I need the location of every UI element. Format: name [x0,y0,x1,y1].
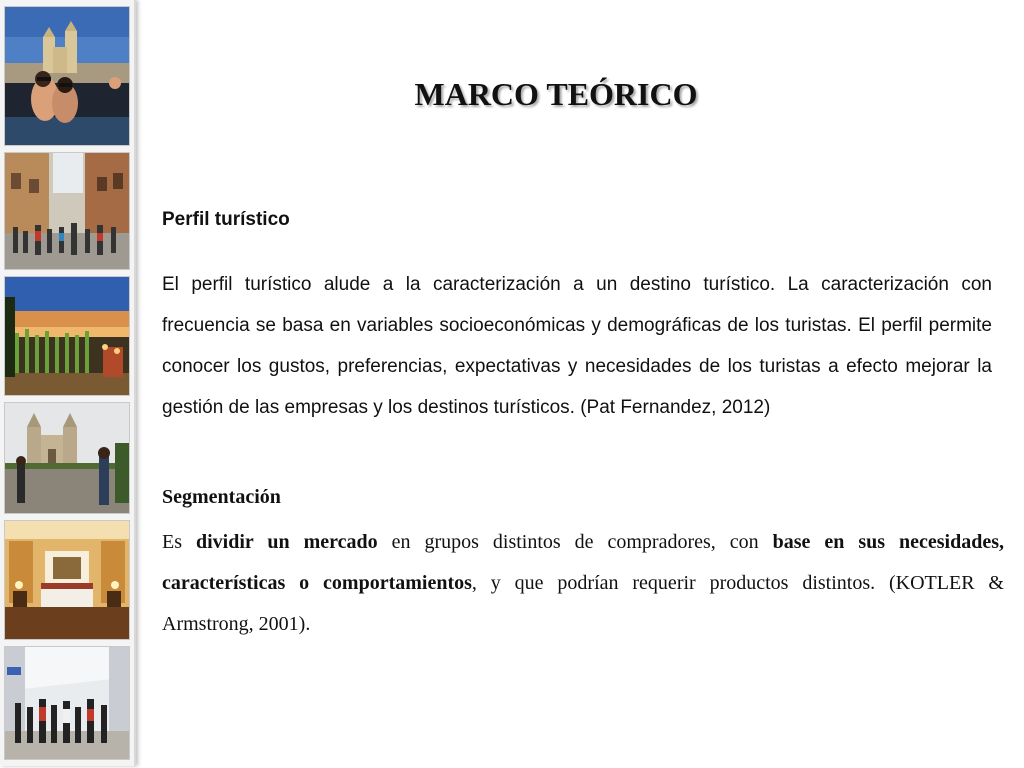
section-heading-segmentacion: Segmentación [162,486,281,508]
section-heading-perfil: Perfil turístico [162,209,290,230]
photo-garden-sunset [4,276,130,396]
photo-city-cathedral-couple [4,6,130,146]
segmentacion-bold-dividir: dividir un mercado [195,531,378,553]
segmentacion-bold-base: base en sus necesidades, características o comportamientos [162,531,1004,594]
photo-church-plaza [4,402,130,514]
slide-title: MARCO TEÓRICO [414,76,698,112]
photo-crowd-street [4,646,130,760]
paragraph-segmentacion [162,522,1004,645]
photo-strip [0,0,136,766]
segmentacion-text-mid: en grupos distintos de compradores, con [377,531,773,553]
segmentacion-text-intro: Es [162,531,196,553]
paragraph-perfil: El perfil turístico alude a la caracterización a un destino turístico. La caracterización con frecuencia se basa en variables socioeconómicas y demográficas de los turistas. El perfil permite conocer los gustos, preferencias, expectativas y necesidades de los turistas a efecto mejorar la gestión de las empresas y los destinos turísticos. (Pat Fernandez, 2012) [162,274,992,418]
photo-pedestrian-street [4,152,130,270]
photo-hotel-room [4,520,130,640]
segmentacion-text-end: , y que podrían requerir productos distintos. (KOTLER & Armstrong, 2001). [162,572,1004,635]
